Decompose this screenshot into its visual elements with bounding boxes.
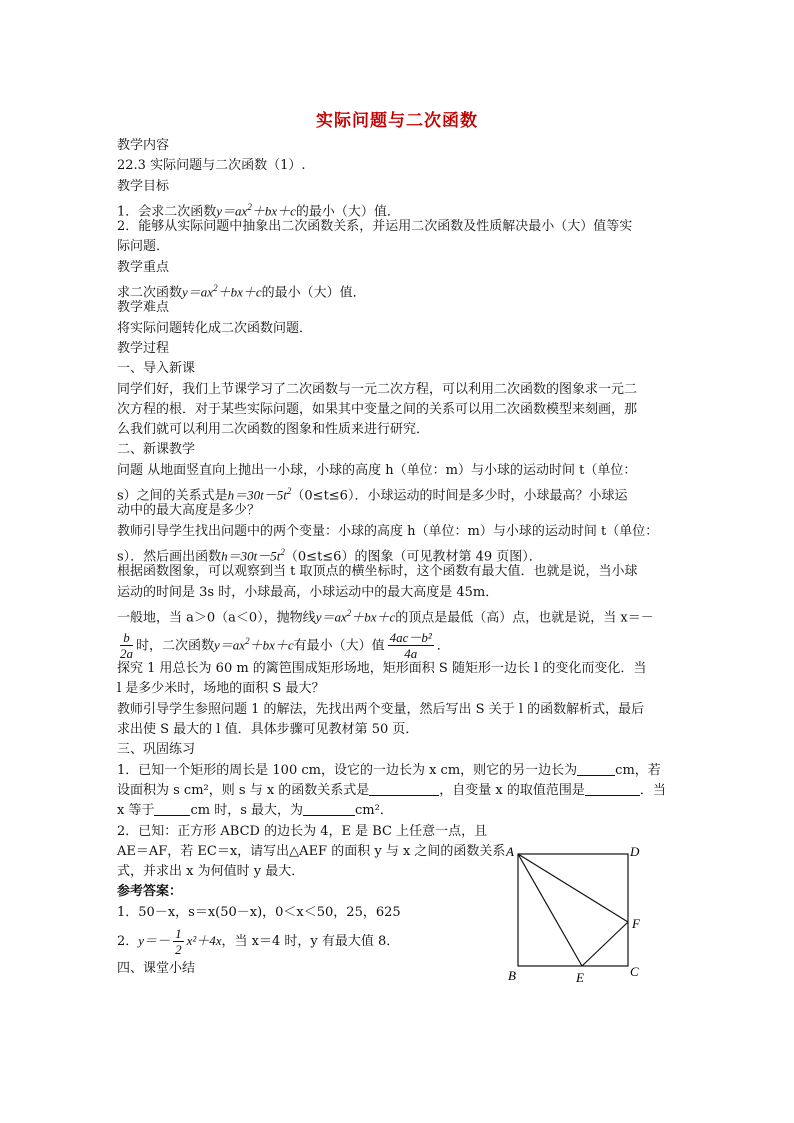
geometry-diagram: [500, 840, 660, 990]
label-c: C: [630, 964, 639, 979]
answer-1: 1．50－x，s＝x(50－x)，0＜x＜50，25，625: [117, 904, 401, 920]
section-heading: 三、巩固练习: [117, 742, 196, 758]
exercise-2-cont: AE＝AF，若 EC＝x，请写出△AEF 的面积 y 与 x 之间的函数关系: [117, 843, 506, 859]
paragraph: 探究 1 用总长为 60 m 的篱笆围成矩形场地，矩形面积 S 随矩形一边长 l 的变化而变化．当: [117, 661, 647, 677]
segment-ef: [582, 922, 628, 966]
section-heading: 教学重点: [117, 259, 170, 275]
fraction-extreme-value: $\frac{\text{4ac－b²}}{4a}$: [389, 630, 432, 662]
fraction-one-half: $\frac{1}{2}$: [175, 925, 182, 957]
section-heading: 教学难点: [117, 300, 170, 316]
paragraph-with-fractions: $\frac{b}{2a}$ 时，二次函数$y=ax^2+bx+c$有最小（大）值 $\frac{\text{4ac－b²}}{4a}$ ．: [120, 630, 450, 662]
label-b: B: [508, 968, 516, 983]
paragraph: 求出使 S 最大的 l 值．具体步骤可见教材第 50 页．: [117, 722, 419, 738]
paragraph: s）之间的关系式是$h=30t-5t^2(0\le t\le 6)$．小球运动的时间是多少时，小球最高？小球运: [117, 486, 628, 504]
paragraph: 1．会求二次函数$y=ax^2+bx+c$的最小（大）值．: [117, 201, 400, 220]
paragraph: 教师引导学生参照问题 1 的解法，先找出两个变量，然后写出 S 关于 l 的函数解析式，最后: [117, 701, 645, 717]
label-a: A: [506, 844, 514, 859]
paragraph: 根据函数图象，可以观察到当 t 取顶点的横坐标时，这个函数有最大值．也就是说，当小球: [117, 564, 638, 580]
exercise-1-cont: x 等于 cm 时，s 最大，为 cm²．: [117, 803, 393, 819]
section-heading: 教学内容: [117, 138, 170, 153]
section-heading: 二、新课教学: [117, 442, 196, 458]
paragraph: 么我们就可以利用二次函数的图象和性质来进行研究．: [117, 422, 430, 438]
section-heading: 教学过程: [117, 340, 170, 356]
paragraph: 动中的最大高度是多少？: [117, 503, 261, 519]
section-heading: 四、课堂小结: [117, 960, 196, 976]
paragraph: 次方程的根．对于某些实际问题，如果其中变量之间的关系可以用二次函数模型来刻画，那: [117, 401, 638, 417]
section-heading: 一、导入新课: [117, 361, 196, 377]
paragraph: 将实际问题转化成二次函数问题．: [117, 320, 313, 336]
paragraph: 际问题．: [117, 239, 170, 255]
exercise-2: 2．已知：正方形 ABCD 的边长为 4，E 是 BC 上任意一点，且: [117, 823, 488, 839]
paragraph: 一般地，当 a＞0（a＜0），抛物线$y=ax^2+bx+c$的顶点是最低（高）点，也就是说，当 x＝－: [117, 607, 654, 626]
answer-blank[interactable]: [303, 801, 355, 816]
paragraph: 运动的时间是 3s 时，小球最高，小球运动中的最大高度是 45m．: [117, 584, 499, 600]
label-d: D: [630, 844, 640, 859]
answers-heading: 参考答案：: [117, 884, 183, 900]
answer-2: 2．y＝－ $\frac{1}{2}$ x²＋4x，当 x＝4 时，y 有最大值 8．: [117, 925, 400, 957]
square-figure: [500, 840, 660, 990]
segment-ae: [518, 854, 582, 966]
exercise-1: 1．已知一个矩形的周长是 100 cm，设它的一边长为 x cm，则它的另一边长为 cm，若: [117, 762, 661, 778]
paragraph: l 是多少米时，场地的面积 S 最大？: [117, 681, 325, 697]
answer-blank[interactable]: [369, 781, 439, 796]
paragraph: 22.3 实际问题与二次函数（1）.: [117, 158, 306, 174]
section-heading: 教学目标: [117, 178, 170, 194]
label-e: E: [576, 970, 584, 985]
label-f: F: [632, 916, 640, 931]
paragraph: 2．能够从实际问题中抽象出二次函数关系，并运用二次函数及性质解决最小（大）值等实: [117, 219, 633, 235]
fraction-b-over-2a: $\frac{b}{2a}$: [120, 630, 133, 662]
paragraph: 教师引导学生找出问题中的两个变量：小球的高度 h（单位：m）与小球的运动时间 t（单位：: [117, 523, 659, 539]
paragraph: s）．然后画出函数$h=30t-5t^2(0\le t\le 6)$的图象（可见教材第 49 页图）．: [117, 546, 542, 565]
paragraph: 求二次函数$y=ax^2+bx+c$的最小（大）值．: [117, 283, 366, 301]
segment-af: [518, 854, 628, 922]
answer-blank[interactable]: [154, 801, 190, 816]
answer-blank[interactable]: [585, 781, 640, 796]
document-title: 实际问题与二次函数: [316, 111, 478, 131]
exercise-2-cont: 式，并求出 x 为何值时 y 最大．: [117, 864, 305, 880]
paragraph: 问题 从地面竖直向上抛出一小球，小球的高度 h（单位：m）与小球的运动时间 t（单位：: [117, 462, 637, 478]
paragraph: 同学们好，我们上节课学习了二次函数与一元二次方程，可以利用二次函数的图象求一元二: [117, 381, 638, 397]
exercise-1-cont: 设面积为 s cm²，则 s 与 x 的函数关系式是 ，自变量 x 的取值范围是 ．当: [117, 782, 666, 798]
answer-blank[interactable]: [577, 761, 615, 776]
